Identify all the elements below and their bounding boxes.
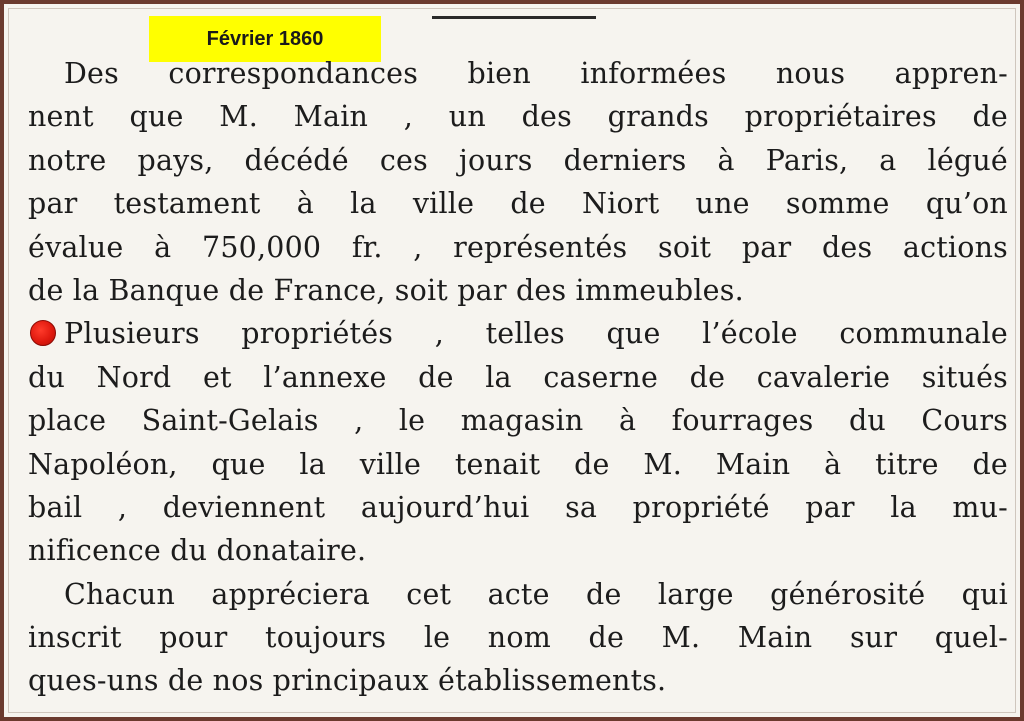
text-line: évalue à 750,000 fr. , représentés soit par des actions <box>28 230 1008 264</box>
paragraph-3 <box>28 573 1008 703</box>
text-line: ques-uns de nos principaux établissements. <box>28 664 667 698</box>
text-line: Napoléon, que la ville tenait de M. Main à titre de <box>28 447 1008 481</box>
article-text <box>28 52 1008 703</box>
top-rule-divider <box>432 16 596 19</box>
paragraph-1 <box>28 52 1008 312</box>
text-line: notre pays, décédé ces jours derniers à Paris, a légué <box>28 143 1008 177</box>
text-line: nificence du donataire. <box>28 534 367 568</box>
red-marker-dot-icon <box>30 320 56 346</box>
text-line: Des correspondances bien informées nous appren- <box>64 57 1008 90</box>
paragraph-2 <box>28 312 1008 572</box>
text-line: bail , deviennent aujourd’hui sa propriété par la mu- <box>28 490 1008 524</box>
text-line: Plusieurs propriétés , telles que l’école communale <box>64 317 1008 351</box>
text-line: du Nord et l’annexe de la caserne de cavalerie situés <box>28 360 1008 394</box>
text-line: Chacun appréciera cet acte de large générosité qui <box>64 577 1008 611</box>
date-label: Février 1860 <box>149 16 381 62</box>
text-line: par testament à la ville de Niort une somme qu’on <box>28 187 1008 221</box>
text-line: inscrit pour toujours le nom de M. Main sur quel- <box>28 621 1008 655</box>
text-line: nent que M. Main , un des grands propriétaires de <box>28 100 1008 134</box>
text-line: de la Banque de France, soit par des immeubles. <box>28 273 744 307</box>
text-line: place Saint-Gelais , le magasin à fourrages du Cours <box>28 404 1008 438</box>
